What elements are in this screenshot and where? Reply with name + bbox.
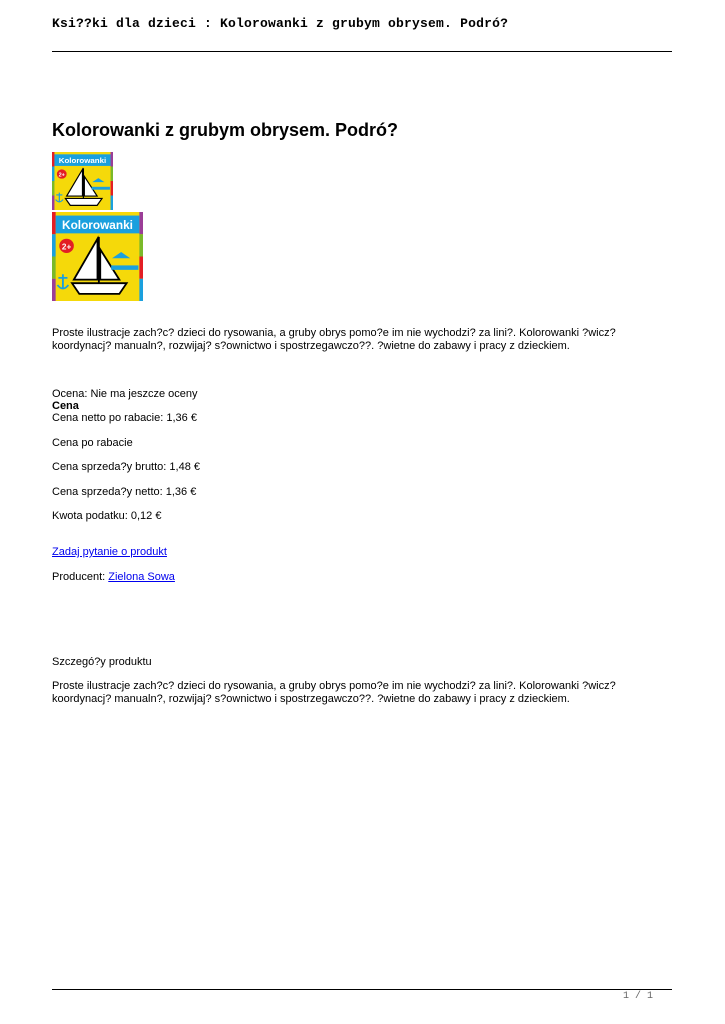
product-details-description: Proste ilustracje zach?c? dzieci do rysowania, a gruby obrys pomo?e im nie wychodzi? za lini?. Kolorowanki ?wicz? koordynacj? manualn?, rozwijaj? s?ownictwo i spostrzegawczo??. ?wietne do zabawy i pracy z dzieckiem. bbox=[52, 680, 616, 705]
ask-question-row bbox=[52, 546, 672, 559]
cover-age-badge: 2+ bbox=[61, 242, 72, 252]
page-number: 1 / 1 bbox=[622, 991, 653, 1002]
cover-brand-text: Kolorowanki bbox=[58, 156, 107, 165]
ask-question-link[interactable]: Zadaj pytanie o produkt bbox=[52, 546, 167, 558]
price-after-discount-label: Cena po rabacie bbox=[52, 437, 133, 449]
product-details-heading: Szczegó?y produktu bbox=[52, 656, 152, 668]
rating-text: Ocena: Nie ma jeszcze oceny bbox=[52, 388, 198, 400]
producer-link[interactable]: Zielona Sowa bbox=[108, 571, 175, 583]
footer-divider bbox=[52, 989, 672, 990]
short-description: Proste ilustracje zach?c? dzieci do rysowania, a gruby obrys pomo?e im nie wychodzi? za lini?. Kolorowanki ?wicz? koordynacj? manualn?, rozwijaj? s?ownictwo i spostrzegawczo??. ?wietne do zabawy i pracy z dzieckiem. bbox=[52, 327, 616, 352]
producer-row bbox=[52, 571, 672, 584]
price-heading: Cena bbox=[52, 400, 79, 412]
product-cover-thumbnail[interactable] bbox=[52, 152, 113, 210]
product-cover-image[interactable] bbox=[52, 212, 143, 301]
header-divider bbox=[52, 51, 672, 52]
gross-sale-price: Cena sprzeda?y brutto: 1,48 € bbox=[52, 461, 200, 473]
document-header-title: Ksi??ki dla dzieci : Kolorowanki z grubym obrysem. Podró? bbox=[52, 16, 509, 31]
net-sale-price: Cena sprzeda?y netto: 1,36 € bbox=[52, 486, 197, 498]
cover-age-badge: 2+ bbox=[58, 172, 65, 179]
net-price-after-discount: Cena netto po rabacie: 1,36 € bbox=[52, 412, 197, 424]
product-title: Kolorowanki z grubym obrysem. Podró? bbox=[52, 120, 399, 140]
producer-label: Producent: bbox=[52, 571, 109, 583]
tax-amount: Kwota podatku: 0,12 € bbox=[52, 510, 162, 522]
cover-brand-text: Kolorowanki bbox=[62, 219, 133, 232]
